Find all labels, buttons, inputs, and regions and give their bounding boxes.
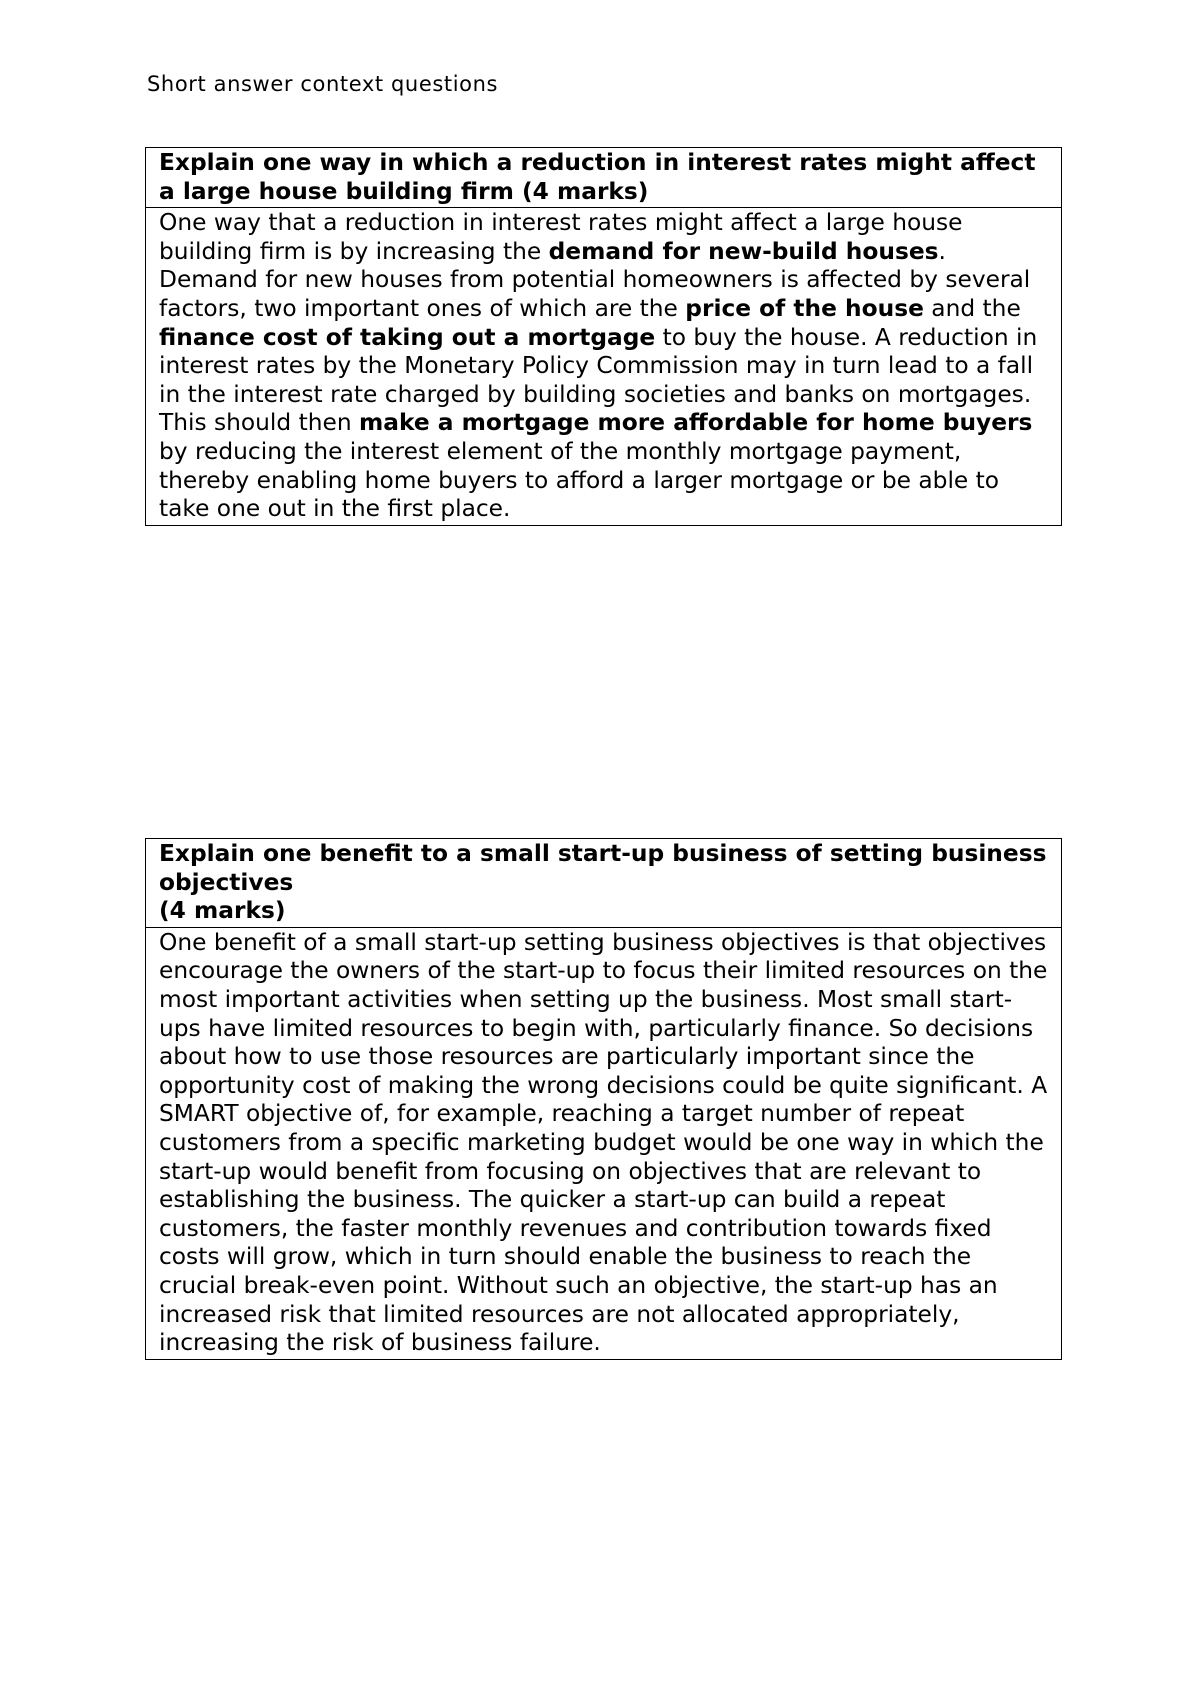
question-marks: (4 marks) [159,897,286,925]
question-cell-2 [146,839,1061,928]
answer-text: by reducing the interest element of the monthly mortgage payment, thereby enabling home buyers to afford a larger mortgage or be able to take one out in the first place. [159,437,1000,523]
answer-text: One way that a reduction in interest rates might affect a large house building firm is by increasing the [159,209,963,265]
answer-key-phrase: price of the house [685,294,924,322]
answer-text: and the [923,294,1021,322]
question-table-2 [145,838,1062,1360]
question-text: Explain one benefit to a small start-up business of setting business objectives [159,840,1047,896]
page-title: Short answer context questions [147,72,499,96]
answer-key-phrase: finance cost of taking out a mortgage [159,323,656,351]
question-table-1 [145,147,1062,526]
answer-key-phrase: demand for new-build houses [548,237,939,265]
answer-text: to buy the house. A reduction in interest rates by the Monetary Policy Commission may in turn lead to a fall in the interest rate charged by building societies and banks on mortgages. This should then [159,323,1038,437]
answer-cell-2: One benefit of a small start-up setting business objectives is that objectives encourage the owners of the start-up to focus their limited resources on the most important activities when setting up the business. Most small start-ups have limited resources to begin with, particularly finance. So decisions about how to use those resources are particularly important since the opportunity cost of making the wrong decisions could be quite significant. A SMART objective of, for example, reaching a target number of repeat customers from a specific marketing budget would be one way in which the start-up would benefit from focusing on objectives that are relevant to establishing the business. The quicker a start-up can build a repeat customers, the faster monthly revenues and contribution towards fixed costs will grow, which in turn should enable the business to reach the crucial break-even point. Without such an objective, the start-up has an increased risk that limited resources are not allocated appropriately, increasing the risk of business failure. [159,928,1048,1357]
answer-cell-1 [146,208,1061,525]
answer-key-phrase: make a mortgage more affordable for home buyers [359,409,1033,437]
answer-text: . Demand for new houses from potential homeowners is affected by several factors, two important ones of which are the [159,237,1031,322]
question-cell-1: Explain one way in which a reduction in interest rates might affect a large house building firm (4 marks) [146,148,1061,208]
